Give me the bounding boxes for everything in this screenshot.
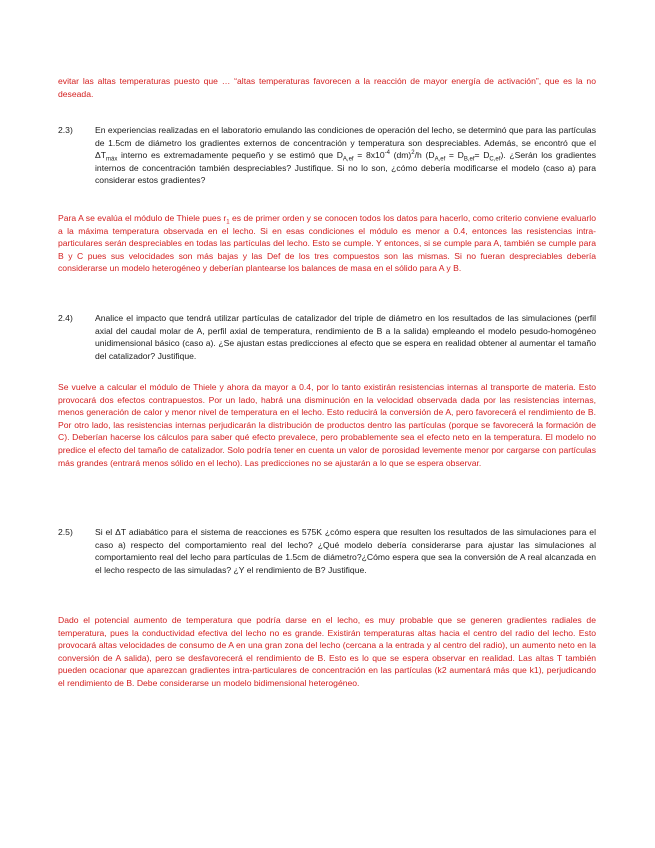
answer-2-3: Para A se evalúa el módulo de Thiele pues $r_1$ es de primer orden y se conocen todos los datos para hacerlo, como criterio conviene evaluarlo a la máxima temperatura observada en el lecho. Si en esas condiciones el módulo es menor a 0.4, entonces las resistencias intra-particulares serán despreciables en todas las partículas del lecho. Esto se cumple. Y entonces, si se cumple para A, también se cumple para B y C pues sus velocidades son más bajas y las Def de los tres compuestos son las mismas. Si no fueran despreciables debería considerarse un modelo heterogéneo y deberían plantearse los balances de masa en el sólido para A y B. [58,213,596,274]
answer-2-5: Dado el potencial aumento de temperatura que podría darse en el lecho, es muy probable que se generen gradientes radiales de temperatura, pues la conductividad efectiva del lecho no es grande. Existirán temperaturas altas hacia el centro del radio del lecho. Esto provocará altas velocidades de consumo de A en una gran zona del lecho (cercana a la entrada y al centro del radio), un aumento neto en la conversión de A salida), pero se desfavorecerá el rendimiento de B. Esto es lo que se espera observar en realidad. Las altas T también pueden ocacionar que aparezcan gradientes intra-particulares de concentración en las partículas (k2 aumentará más que k1), perjudicando el rendimiento de B. Debe considerarse un modelo bidimensional heterogéneo. [58,615,596,688]
answer-2-4: Se vuelve a calcular el módulo de Thiele y ahora da mayor a 0.4, por lo tanto existirán resistencias internas al transporte de materia. Esto provocará dos efectos contrapuestos. Por un lado, habrá una disminución en la velocidad observada dada por las resistencias internas, menos generación de calor y menor nivel de temperatura en el lecho. Esto reducirá la conversión de A, pero favorecerá el rendimiento de B. Por otro lado, las resistencias internas perjudicarán la distribución de productos dentro las partículas (porque se favorecerá la formación de C). Deberían hacerse los cálculos para saber qué efecto prevalece, pero probablemente sea el efecto neto en la temperatura. El modelo no predice el efecto del tamaño de catalizador. Solo podría tener en cuenta un valor de porosidad levemente menor por cargarse con partículas más grandes (entrará menos sólido en el lecho). Las predicciones no se ajustarán a lo que se espera observar. [58,382,596,468]
question-2-4-text: Analice el impacto que tendrá utilizar partículas de catalizador del triple de diámetro en los resultados de las simulaciones (perfil axial del caudal molar de A, perfil axial de temperatura, rendimiento de B a la salida) empleando el modelo pesudo-homogéneo unidimensional básico (caso a). ¿Se ajustan estas predicciones al efecto que se espera en realidad obtener al aumentar el tamaño del catalizador? Justifique. [95,313,596,361]
question-2-3-text: En experiencias realizadas en el laboratorio emulando las condiciones de operación del lecho, se determinó que para las partículas de 1.5cm de diámetro los gradientes externos de concentración y temperatura son despreciables. Además, se encontró que el $\Delta T_{máx}$ interno es extremadamente pequeño y se estimó que $D_{A,ef} = 8x10^{-4}$ (dm)$^2$/h $(D_{A,ef} = D_{B,ef}= D_{C,ef})$. ¿Serán los gradientes internos de concentración también despreciables? Justifique. Si no lo son, ¿cómo debería modificarse el modelo (caso a) para considerar estos gradientes? [95,125,597,186]
question-2-3-number: 2.3) [58,125,73,135]
question-2-4-number: 2.4) [58,313,73,323]
question-2-5-text: Si el ΔT adiabático para el sistema de reacciones es 575K ¿cómo espera que resulten los resultados de las simulaciones para el caso a) respecto del comportamiento real del lecho? ¿Qué modelo debería considerarse para ajustar las simulaciones al comportamiento real del lecho para partículas de 1.5cm de diámetro?¿Cómo espera que sea la conversión de A real alcanzada en el lecho respecto de las simuladas? ¿Y el rendimiento de B? Justifique. [95,527,596,575]
question-2-5-number: 2.5) [58,527,73,537]
intro-answer: evitar las altas temperaturas puesto que … “altas temperaturas favorecen a la reacción de mayor energía de activación”, que es la no deseada. [58,76,596,99]
